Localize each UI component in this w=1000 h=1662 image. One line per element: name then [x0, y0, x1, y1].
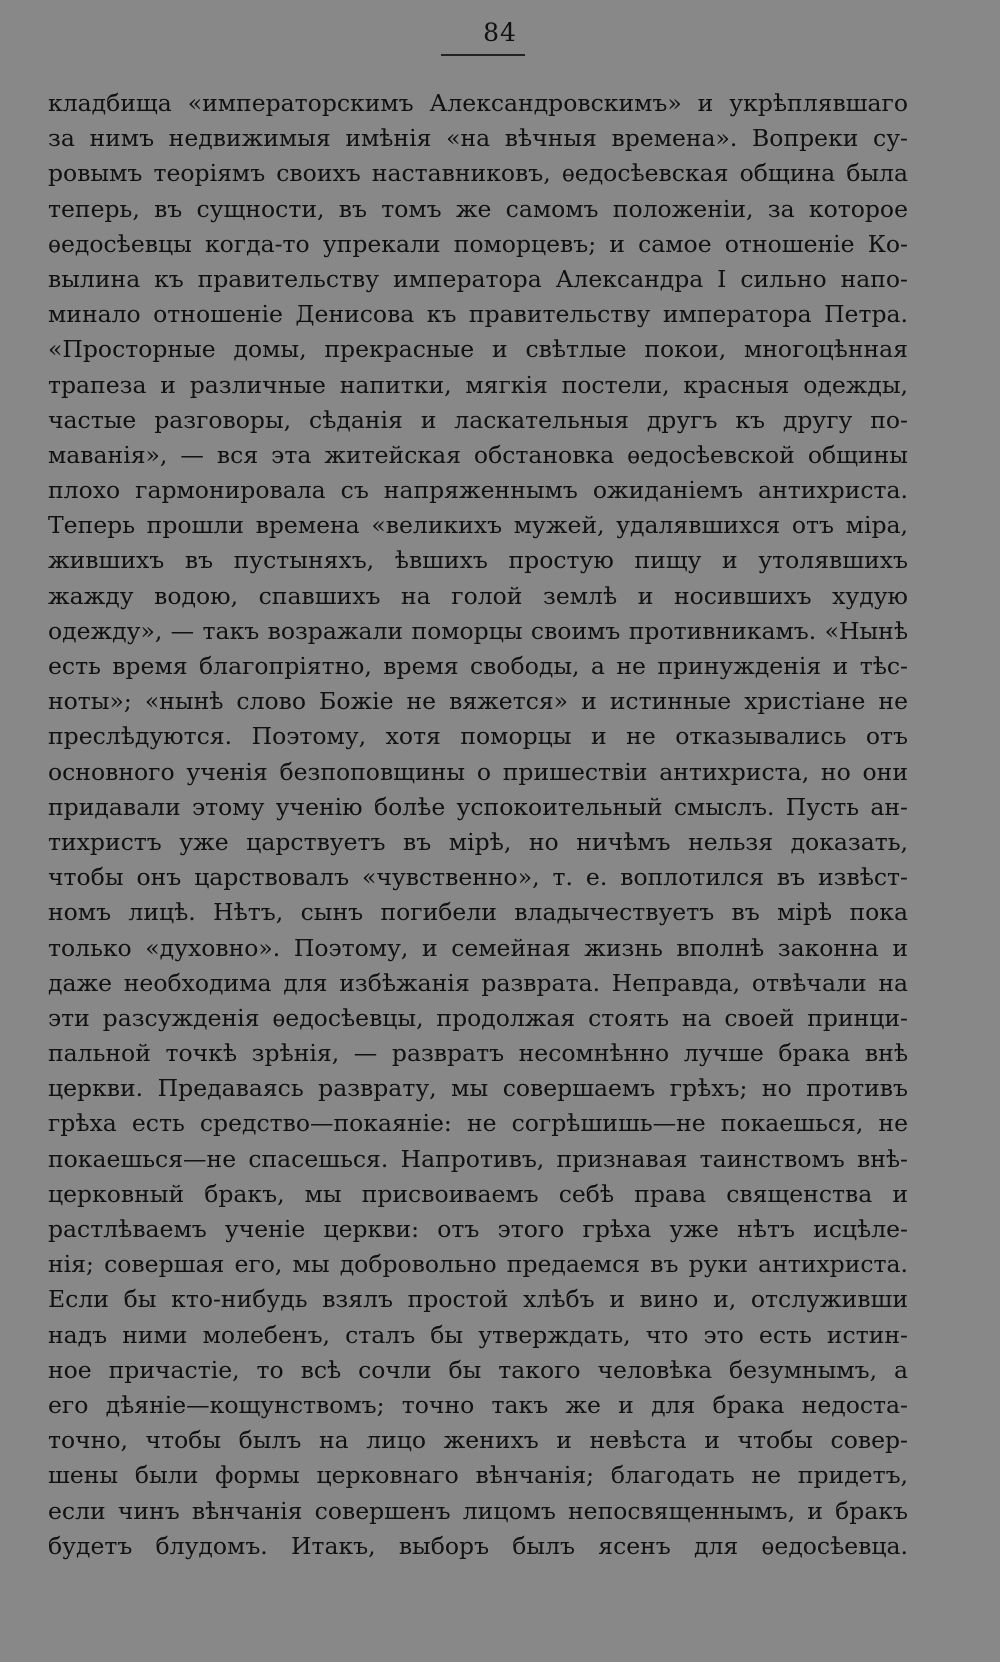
text-line: за нимъ недвижимыя имѣнія «на вѣчныя времена». Вопреки су-	[48, 124, 908, 153]
text-line: теперь, въ сущности, въ томъ же самомъ положеніи, за которое	[48, 194, 908, 223]
text-line: тихристъ уже царствуетъ въ мірѣ, но ничѣмъ нельзя доказать,	[48, 827, 908, 856]
text-line: Теперь прошли времена «великихъ мужей, удалявшихся отъ міра,	[48, 511, 908, 540]
page-number: 84	[483, 18, 517, 47]
text-line: придавали этому ученію болѣе успокоительный смыслъ. Пусть ан-	[48, 792, 908, 821]
text-line: кладбища «императорскимъ Александровскимъ» и укрѣплявшаго	[48, 89, 908, 117]
text-line: церкви. Предаваясь разврату, мы совершаемъ грѣхъ; но противъ	[48, 1074, 908, 1103]
text-line: пальной точкѣ зрѣнія, — развратъ несомнѣнно лучше брака внѣ	[48, 1039, 908, 1068]
text-line: одежду», — такъ возражали поморцы своимъ противникамъ. «Нынѣ	[48, 616, 908, 645]
text-line: если чинъ вѣнчанія совершенъ лицомъ непосвященнымъ, и бракъ	[48, 1496, 908, 1525]
text-line: маванія», — вся эта житейская обстановка ѳедосѣевской общины	[48, 440, 908, 469]
text-line: преслѣдуются. Поэтому, хотя поморцы и не отказывались отъ	[48, 722, 908, 751]
page-number-rule	[441, 54, 525, 56]
text-line: минало отношеніе Денисова къ правительству императора Петра.	[48, 300, 908, 329]
text-line: точно, чтобы былъ на лицо женихъ и невѣста и чтобы совер-	[48, 1426, 908, 1455]
text-line: только «духовно». Поэтому, и семейная жизнь вполнѣ законна и	[48, 933, 908, 962]
text-line: эти разсужденія ѳедосѣевцы, продолжая стоять на своей принци-	[48, 1003, 908, 1032]
text-line: его дѣяніе—кощунствомъ; точно такъ же и для брака недоста-	[48, 1390, 908, 1419]
text-line: ровымъ теоріямъ своихъ наставниковъ, ѳедосѣевская община была	[48, 159, 908, 188]
text-line: частые разговоры, сѣданія и ласкательныя другъ къ другу по-	[48, 405, 908, 434]
text-line: плохо гармонировала съ напряженнымъ ожиданіемъ антихриста.	[48, 476, 908, 505]
text-line: жажду водою, спавшихъ на голой землѣ и носившихъ худую	[48, 581, 908, 610]
text-line: растлѣваемъ ученіе церкви: отъ этого грѣха уже нѣтъ исцѣле-	[48, 1215, 908, 1243]
text-line: грѣха есть средство—покаяніе: не согрѣшишь—не покаешься, не	[48, 1109, 908, 1138]
text-line: будетъ блудомъ. Итакъ, выборъ былъ ясенъ для ѳедосѣевца.	[48, 1531, 908, 1560]
text-line: вылина къ правительству императора Александра I сильно напо-	[48, 264, 908, 293]
text-line: есть время благопріятно, время свободы, а не принужденія и тѣс-	[48, 652, 908, 680]
text-line: ное причастіе, то всѣ сочли бы такого человѣка безумнымъ, а	[48, 1355, 908, 1384]
text-line: номъ лицѣ. Нѣтъ, сынъ погибели владычествуетъ въ мірѣ пока	[48, 898, 908, 927]
text-line: ѳедосѣевцы когда-то упрекали поморцевъ; и самое отношеніе Ко-	[48, 229, 908, 258]
text-line: покаешься—не спасешься. Напротивъ, признавая таинствомъ внѣ-	[48, 1144, 908, 1173]
text-line: даже необходима для избѣжанія разврата. Неправда, отвѣчали на	[48, 968, 908, 997]
text-line: шены были формы церковнаго вѣнчанія; благодать не придетъ,	[48, 1461, 908, 1490]
text-line: надъ ними молебенъ, сталъ бы утверждать, что это есть истин-	[48, 1320, 908, 1349]
text-line: трапеза и различные напитки, мягкія постели, красныя одежды,	[48, 370, 908, 399]
text-line: Если бы кто-нибудь взялъ простой хлѣбъ и вино и, отслуживши	[48, 1285, 908, 1314]
text-line: основного ученія безпоповщины о пришествіи антихриста, но они	[48, 757, 908, 786]
text-line: «Просторные домы, прекрасные и свѣтлые покои, многоцѣнная	[48, 335, 908, 364]
text-line: жившихъ въ пустыняхъ, ѣвшихъ простую пищу и утолявшихъ	[48, 546, 908, 575]
text-line: ноты»; «нынѣ слово Божіе не вяжется» и истинные христіане не	[48, 687, 908, 716]
text-line: нія; совершая его, мы добровольно предаемся въ руки антихриста.	[48, 1250, 908, 1279]
body-text	[48, 86, 908, 1564]
text-line: чтобы онъ царствовалъ «чувственно», т. е. воплотился въ извѣст-	[48, 863, 908, 892]
text-line: церковный бракъ, мы присвоиваемъ себѣ права священства и	[48, 1179, 908, 1208]
